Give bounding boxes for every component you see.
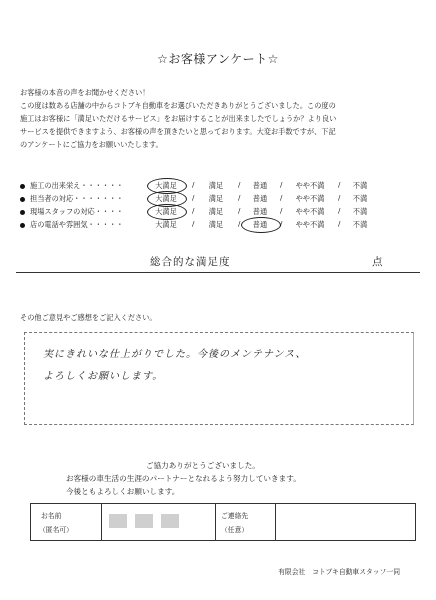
bullet-icon [20, 197, 25, 202]
rating-row: 現場スタッフの対応・・・・ 大満足 / 満足 / 普通 / やや不満 / 不満 [16, 206, 428, 220]
redacted-name [161, 514, 179, 528]
intro-line-4: サービスを提供できますよう、お客様の声を頂きたいと思っております。大変お手数ですが、下記 [20, 127, 336, 136]
overall-unit: 点 [372, 256, 383, 268]
intro-line-2: この度は数ある店舗の中からコトブキ自動車をお選びいただきありがとうございました。この度の [20, 101, 336, 110]
bullet-icon [20, 210, 25, 215]
name-contact-table [30, 503, 416, 541]
option-futsu[interactable]: 普通 [252, 194, 268, 203]
survey-title: ☆お客様アンケート☆ [157, 52, 279, 66]
option-yaya-fuman[interactable]: やや不満 [295, 181, 325, 190]
contact-label-cell [215, 504, 276, 540]
comment-box[interactable] [24, 332, 414, 425]
option-dai-manzoku[interactable]: 大満足 [155, 181, 177, 190]
intro-line-1: お客様の本音の声をお聞かせください！ [20, 88, 150, 97]
handwritten-comment-line-1: 実にきれいな仕上がりでした。今後のメンテナンス、 [43, 349, 307, 360]
handwritten-comment-line-2: よろしくお願いします。 [43, 371, 164, 382]
rating-row: 店の電話や雰囲気・・・・・ 大満足 / 満足 / 普通 / やや不満 / 不満 [16, 219, 428, 233]
name-label-anonymous: （匿名可） [39, 526, 73, 534]
option-futsu[interactable]: 普通 [252, 207, 268, 216]
option-manzoku[interactable]: 満足 [208, 207, 224, 216]
rating-row: 担当者の対応・・・・・・・ 大満足 / 満足 / 普通 / やや不満 / 不満 [16, 193, 428, 207]
contact-label: ご連絡先 [221, 512, 249, 520]
option-manzoku[interactable]: 満足 [208, 181, 224, 190]
redacted-name [135, 514, 153, 528]
option-futsu[interactable]: 普通 [252, 220, 268, 229]
closing-line-2: お客様の車生活の生涯のパートナーとなれるよう努力していきます。 [66, 474, 301, 483]
option-fuman[interactable]: 不満 [352, 207, 368, 216]
rating-label: 現場スタッフの対応・・・・ [30, 207, 124, 216]
rating-row: 施工の出来栄え・・・・・・ 大満足 / 満足 / 普通 / やや不満 / 不満 [16, 180, 428, 194]
rating-label: 施工の出来栄え・・・・・・ [30, 181, 124, 190]
option-futsu[interactable]: 普通 [252, 181, 268, 190]
option-dai-manzoku[interactable]: 大満足 [155, 220, 177, 229]
overall-satisfaction [0, 252, 436, 274]
name-label-cell [31, 504, 102, 540]
bullet-icon [20, 223, 25, 228]
rating-label: 店の電話や雰囲気・・・・・ [30, 220, 124, 229]
comment-label: その他ご意見やご感想をご記入ください。 [20, 313, 157, 322]
footer-company: 有限会社 コトブキ自動車スタッフ一同 [278, 568, 400, 576]
option-fuman[interactable]: 不満 [352, 181, 368, 190]
option-fuman[interactable]: 不満 [352, 220, 368, 229]
overall-label: 総合的な満足度 [150, 256, 231, 268]
contact-label-optional: （任意） [221, 526, 249, 534]
name-field[interactable] [101, 504, 216, 540]
option-yaya-fuman[interactable]: やや不満 [295, 207, 325, 216]
selected-circle [147, 204, 187, 220]
option-dai-manzoku[interactable]: 大満足 [155, 194, 177, 203]
option-fuman[interactable]: 不満 [352, 194, 368, 203]
option-manzoku[interactable]: 満足 [208, 194, 224, 203]
overall-underline [16, 272, 420, 273]
selected-circle [241, 217, 281, 233]
option-yaya-fuman[interactable]: やや不満 [295, 220, 325, 229]
option-dai-manzoku[interactable]: 大満足 [155, 207, 177, 216]
option-yaya-fuman[interactable]: やや不満 [295, 194, 325, 203]
bullet-icon [20, 184, 25, 189]
option-manzoku[interactable]: 満足 [208, 220, 224, 229]
contact-field[interactable] [275, 504, 414, 540]
redacted-name [109, 514, 127, 528]
rating-label: 担当者の対応・・・・・・・ [30, 194, 124, 203]
intro-line-5: のアンケートにご協力をお願いいたします。 [20, 140, 163, 149]
closing-line-3: 今後ともよろしくお願いします。 [66, 487, 180, 496]
name-label: お名前 [41, 512, 62, 520]
intro-line-3: 施工はお客様に「満足いただけるサービス」をお届けすることが出来ましたでしょうか？より良い [20, 114, 337, 123]
closing-line-1: ご協力ありがとうございました。 [146, 461, 260, 470]
